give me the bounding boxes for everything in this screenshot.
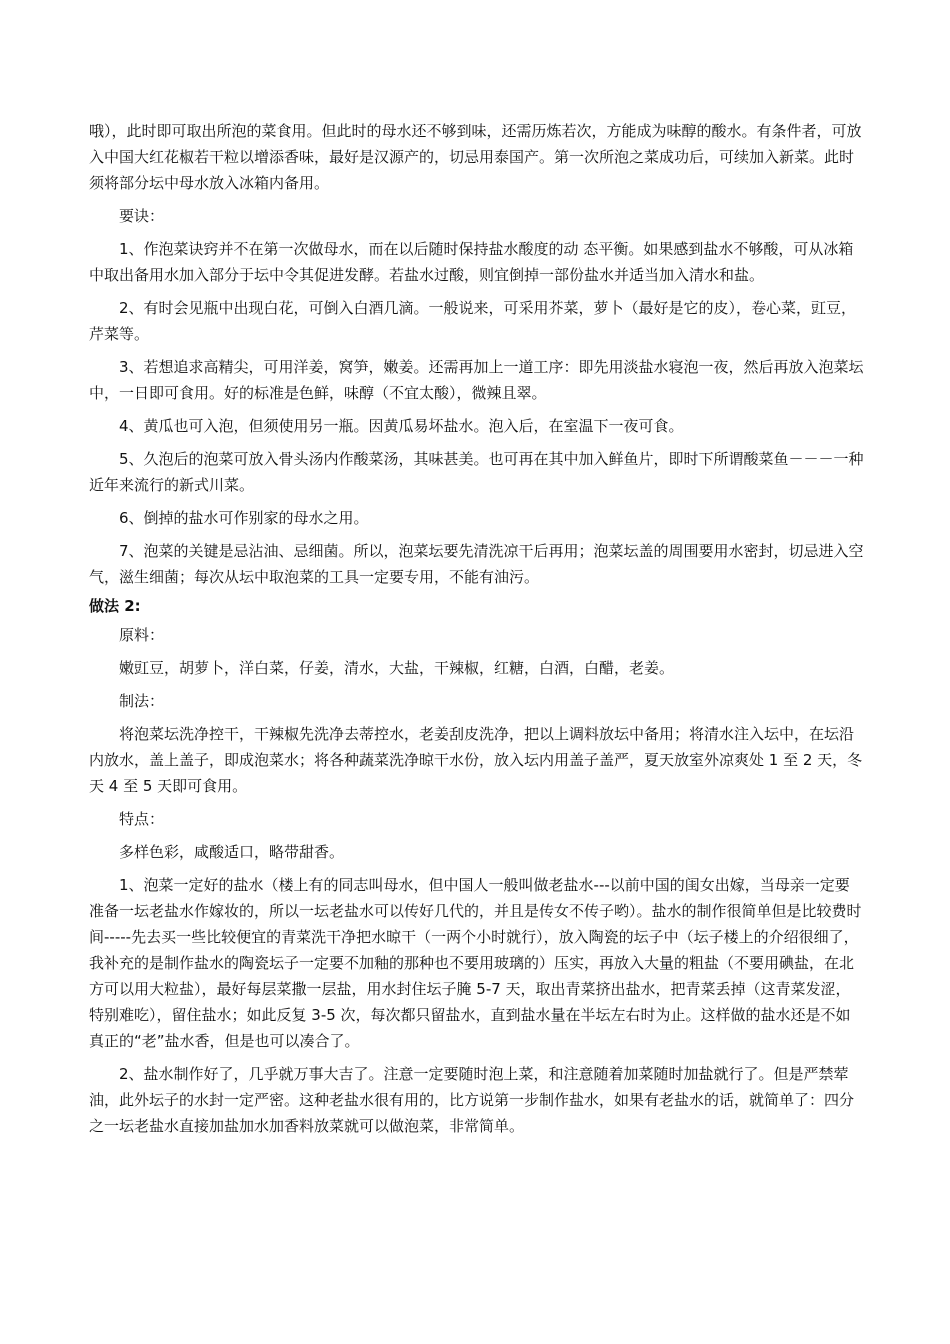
tip-2: 2、有时会见瓶中出现白花，可倒入白酒几滴。一般说来，可采用芥菜，萝卜（最好是它的皮），卷心菜，豇豆，芹菜等。 — [89, 299, 857, 343]
tip-3: 3、若想追求高精尖，可用洋姜，窝笋，嫩姜。还需再加上一道工序：即先用淡盐水寝泡一夜，然后再放入泡菜坛中，一日即可食用。好的标准是色鲜，味醇（不宜太酸），微辣且翠。 — [89, 358, 864, 402]
ingredients-list: 嫩豇豆，胡萝卜，洋白菜，仔姜，清水，大盐，干辣椒，红糖，白酒，白醋，老姜。 — [119, 659, 675, 677]
note-2: 2、盐水制作好了，几乎就万事大吉了。注意一定要随时泡上菜，和注意随着加菜随时加盐就行了。但是严禁荤油，此外坛子的水封一定严密。这种老盐水很有用的，比方说第一步制作盐水，如果有老盐水的话，就简单了：四分之一坛老盐水直接加盐加水加香料放菜就可以做泡菜，非常简单。 — [89, 1065, 855, 1135]
method-2-heading: 做法 2: — [89, 597, 141, 615]
label-tedian: 特点： — [119, 810, 165, 828]
tip-1: 1、作泡菜诀窍并不在第一次做母水，而在以后随时保持盐水酸度的动 态平衡。如果感到盐水不够酸，可从冰箱中取出备用水加入部分于坛中令其促进发酵。若盐水过酸，则宜倒掉一部份盐水并适当加入清水和盐。 — [89, 240, 854, 284]
features-text: 多样色彩，咸酸适口，略带甜香。 — [119, 843, 345, 861]
paragraph-continuation: 哦），此时即可取出所泡的菜食用。但此时的母水还不够到味，还需历炼若次，方能成为味醇的酸水。有条件者，可放入中国大红花椒若干粒以增添香味，最好是汉源产的，切忌用泰国产。第一次所泡之菜成功后，可续加入新菜。此时须将部分坛中母水放入冰箱内备用。 — [89, 122, 862, 192]
tip-6: 6、倒掉的盐水可作别家的母水之用。 — [119, 509, 369, 527]
note-1: 1、泡菜一定好的盐水（楼上有的同志叫母水，但中国人一般叫做老盐水---以前中国的闺女出嫁，当母亲一定要准备一坛老盐水作嫁妆的，所以一坛老盐水可以传好几代的，并且是传女不传子哟）。盐水的制作很简单但是比较费时间-----先去买一些比较便宜的青菜洗干净把水晾干（一两个小时就行），放入陶瓷的坛子中（坛子楼上的介绍很细了，我补充的是制作盐水的陶瓷坛子一定要不加釉的那种也不要用玻璃的）压实，再放入大量的粗盐（不要用碘盐，在北方可以用大粒盐），最好每层菜撒一层盐，用水封住坛子腌 5-7 天，取出青菜挤出盐水，把青菜丢掉（这青菜发涩，特别难吃），留住盐水；如此反复 3-5 次，每次都只留盐水，直到盐水量在半坛左右时为止。这样做的盐水还是不如真正的“老”盐水香，但是也可以凑合了。 — [89, 876, 862, 1050]
label-yuanliao: 原料： — [119, 626, 165, 644]
label-zhifa: 制法： — [119, 692, 165, 710]
document-body — [89, 118, 864, 1146]
tip-4: 4、黄瓜也可入泡，但须使用另一瓶。因黄瓜易坏盐水。泡入后，在室温下一夜可食。 — [119, 417, 684, 435]
tip-5: 5、久泡后的泡菜可放入骨头汤内作酸菜汤，其味甚美。也可再在其中加入鲜鱼片，即时下所谓酸菜鱼－－－一种近年来流行的新式川菜。 — [89, 450, 864, 494]
section-label-yaojue: 要诀： — [119, 207, 165, 225]
method-steps: 将泡菜坛洗净控干，干辣椒先洗净去蒂控水，老姜刮皮洗净，把以上调料放坛中备用；将清水注入坛中，在坛沿内放水，盖上盖子，即成泡菜水；将各种蔬菜洗净晾干水份，放入坛内用盖子盖严，夏天放室外凉爽处 1 至 2 天，冬天 4 至 5 天即可食用。 — [89, 725, 863, 795]
tip-7: 7、泡菜的关键是忌沾油、忌细菌。所以，泡菜坛要先清洗凉干后再用；泡菜坛盖的周围要用水密封，切忌进入空气，滋生细菌；每次从坛中取泡菜的工具一定要专用，不能有油污。 — [89, 542, 864, 586]
